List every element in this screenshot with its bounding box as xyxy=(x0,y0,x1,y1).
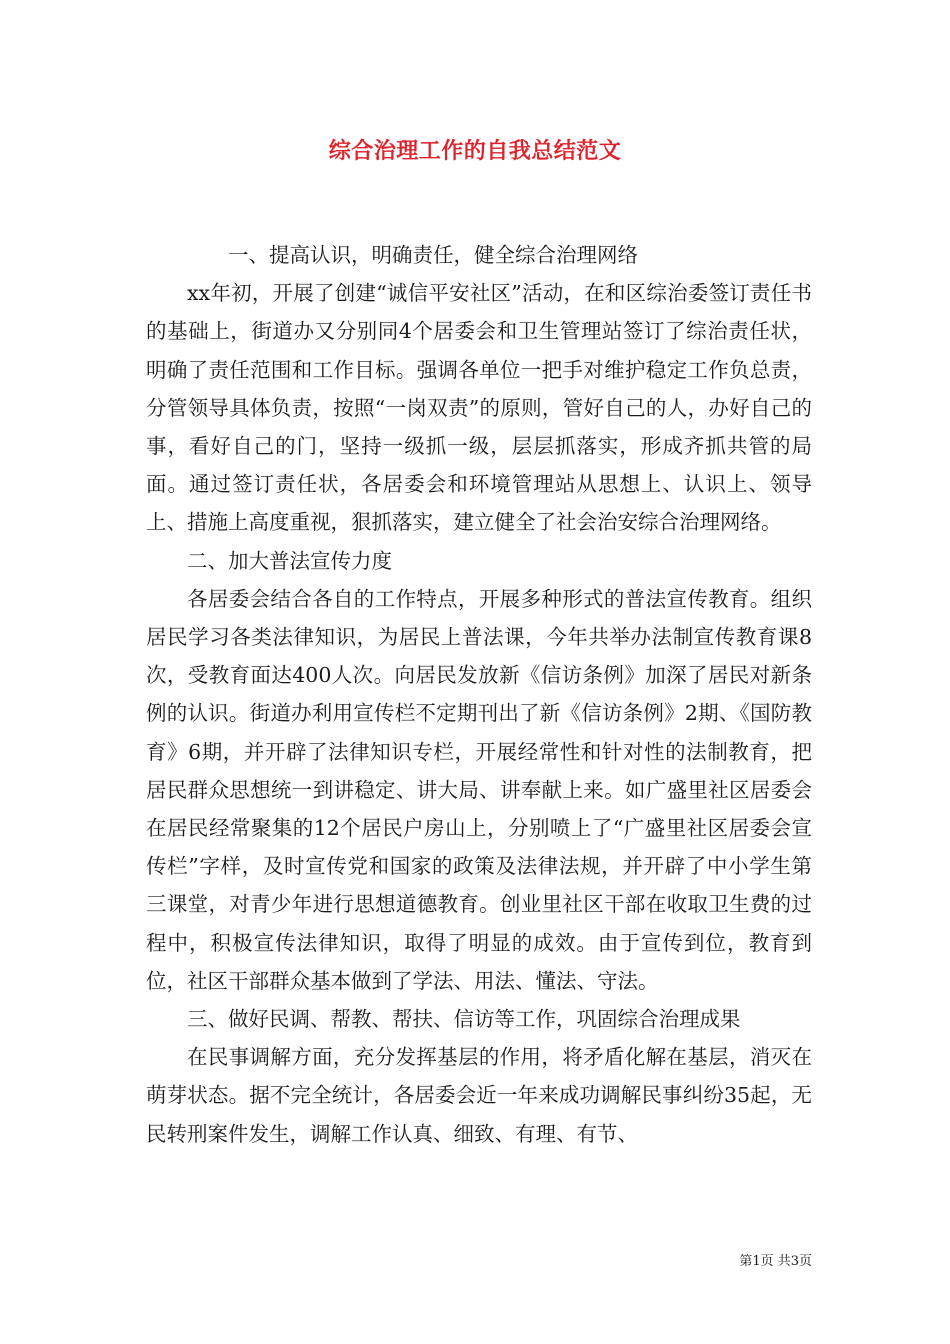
paragraph: xx年初，开展了创建“诚信平安社区”活动，在和区综治委签订责任书的基础上，街道办又分别同4个居委会和卫生管理站签订了综治责任状，明确了责任范围和工作目标。强调各单位一把手对维护稳定工作负总责，分管领导具体负责，按照“一岗双责”的原则，管好自己的人，办好自己的事，看好自己的门，坚持一级抓一级，层层抓落实，形成齐抓共管的局面。通过签订责任状，各居委会和环境管理站从思想上、认识上、领导上、措施上高度重视，狠抓落实，建立健全了社会治安综合治理网络。 xyxy=(146,281,812,535)
section-heading-3: 三、做好民调、帮教、帮扶、信访等工作，巩固综合治理成果 xyxy=(187,1007,741,1032)
document-body xyxy=(146,236,812,1153)
section-heading-2: 二、加大普法宣传力度 xyxy=(187,548,392,573)
page-footer: 第1页 共3页 xyxy=(739,1254,812,1269)
paragraph: 在民事调解方面，充分发挥基层的作用，将矛盾化解在基层，消灭在萌芽状态。据不完全统计，各居委会近一年来成功调解民事纠纷35起，无民转刑案件发生，调解工作认真、细致、有理、有节、 xyxy=(146,1045,812,1146)
section-heading-1: 一、提高认识，明确责任，健全综合治理网络 xyxy=(228,243,638,267)
document-title: 综合治理工作的自我总结范文 xyxy=(328,138,622,164)
paragraph: 各居委会结合各自的工作特点，开展多种形式的普法宣传教育。组织居民学习各类法律知识，为居民上普法课，今年共举办法制宣传教育课8次，受教育面达400人次。向居民发放新《信访条例》加深了居民对新条例的认识。街道办利用宣传栏不定期刊出了新《信访条例》2期、《国防教育》6期，并开辟了法律知识专栏，开展经常性和针对性的法制教育，把居民群众思想统一到讲稳定、讲大局、讲奉献上来。如广盛里社区居委会在居民经常聚集的12个居民户房山上，分别喷上了“广盛里社区居委会宣传栏”字样，及时宣传党和国家的政策及法律法规，并开辟了中小学生第三课堂，对青少年进行思想道德教育。创业里社区干部在收取卫生费的过程中，积极宣传法律知识，取得了明显的成效。由于宣传到位，教育到位，社区干部群众基本做到了学法、用法、懂法、守法。 xyxy=(146,586,812,993)
